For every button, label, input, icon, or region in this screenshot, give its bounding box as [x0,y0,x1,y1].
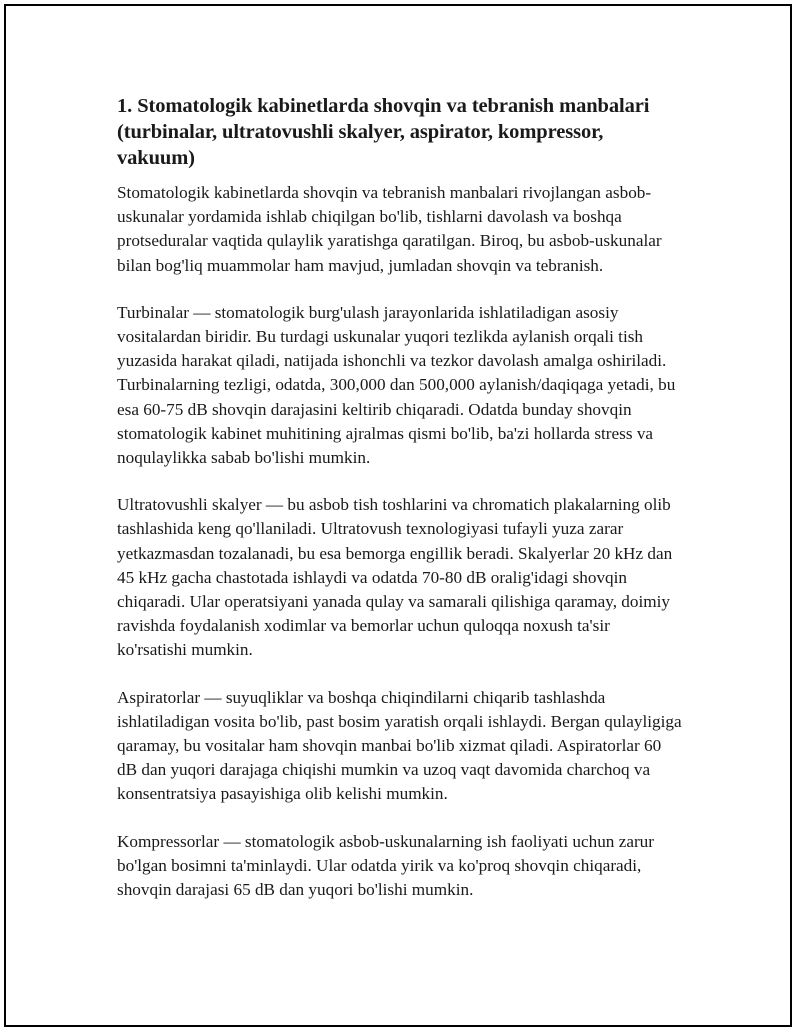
section-heading: 1. Stomatologik kabinetlarda shovqin va tebranish manbalari (turbinalar, ultratovushli skalyer, aspirator, kompressor, vakuum) [117,95,650,169]
document-body [117,93,683,925]
paragraph-ultrasonic-scaler: Ultratovushli skalyer — bu asbob tish toshlarini va chromatich plakalarning olib tashlashida keng qo'llaniladi. Ultratovush texnologiyasi tufayli yuza zarar yetkazmasdan tozalanadi, bu esa bemorga engillik beradi. Skalyerlar 20 kHz dan 45 kHz gacha chastotada ishlaydi va odatda 70-80 dB oralig'idagi shovqin chiqaradi. Ular operatsiyani yanada qulay va samarali qilishiga qaramay, doimiy ravishda foydalanish xodimlar va bemorlar uchun quloqqa noxush ta'sir ko'rsatishi mumkin. [117,495,673,660]
paragraph-aspirators: Aspiratorlar — suyuqliklar va boshqa chiqindilarni chiqarib tashlashda ishlatiladigan vosita bo'lib, past bosim yaratish orqali ishlaydi. Bergan qulayligiga qaramay, bu vositalar ham shovqin manbai bo'lib xizmat qiladi. Aspiratorlar 60 dB dan yuqori darajaga chiqishi mumkin va uzoq vaqt davomida charchoq va konsentratsiya pasayishiga olib kelishi mumkin. [117,687,682,804]
paragraph-turbines: Turbinalar — stomatologik burg'ulash jarayonlarida ishlatiladigan asosiy vositalardan biridir. Bu turdagi uskunalar yuqori tezlikda aylanish orqali tish yuzasida harakat qiladi, natijada ishonchli va tezkor davolash amalga oshiriladi. Turbinalarning tezligi, odatda, 300,000 dan 500,000 aylanish/daqiqaga yetadi, bu esa 60-75 dB shovqin darajasini keltirib chiqaradi. Odatda bunday shovqin stomatologik kabinet muhitining ajralmas qismi bo'lib, ba'zi hollarda stress va noqulaylikka sabab bo'lishi mumkin. [117,302,676,468]
paragraph-compressors: Kompressorlar — stomatologik asbob-uskunalarning ish faoliyati uchun zarur bo'lgan bosimni ta'minlaydi. Ular odatda yirik va ko'proq shovqin chiqaradi, shovqin darajasi 65 dB dan yuqori bo'lishi mumkin. [117,831,654,900]
paragraph-intro: Stomatologik kabinetlarda shovqin va tebranish manbalari rivojlangan asbob-uskunalar yordamida ishlab chiqilgan bo'lib, tishlarni davolash va boshqa protseduralar vaqtida qulaylik yaratishga qaratilgan. Biroq, bu asbob-uskunalar bilan bog'liq muammolar ham mavjud, jumladan shovqin va tebranish. [117,183,662,275]
